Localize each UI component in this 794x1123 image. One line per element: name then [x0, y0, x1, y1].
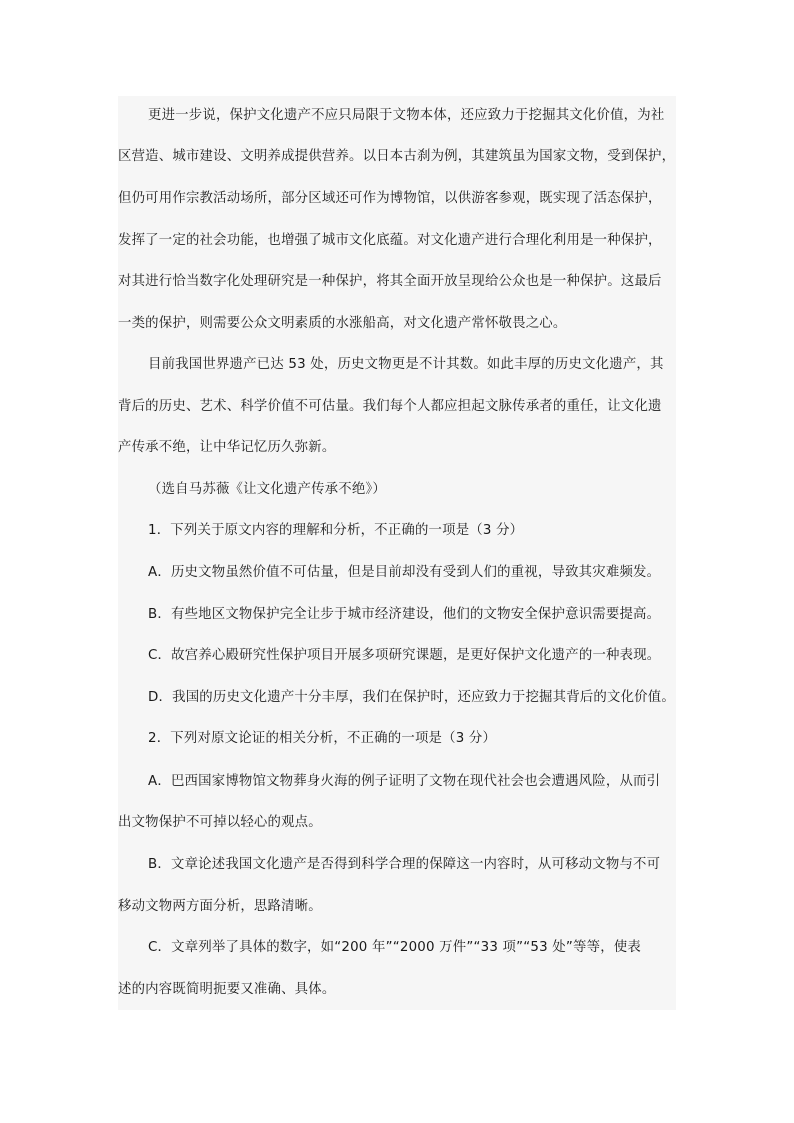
question-1-option-c: C．故宫养心殿研究性保护项目开展多项研究课题，是更好保护文化遗产的一种表现。	[148, 648, 661, 663]
paragraph-1-line-3: 但仍可用作宗教活动场所，部分区域还可作为博物馆，以供游客参观，既实现了活态保护，	[118, 191, 662, 206]
question-2-option-b-line-1: B．文章论述我国文化遗产是否得到科学合理的保障这一内容时，从可移动文物与不可	[148, 857, 661, 872]
question-1-option-b: B．有些地区文物保护完全让步于城市经济建设，他们的文物安全保护意识需要提高。	[148, 607, 661, 622]
paragraph-1-line-5: 对其进行恰当数字化处理研究是一种保护，将其全面开放呈现给公众也是一种保护。这最后	[118, 274, 662, 289]
paragraph-2-line-2: 背后的历史、艺术、科学价值不可估量。我们每个人都应担起文脉传承者的重任，让文化遗	[118, 399, 662, 414]
paragraph-1-line-6: 一类的保护，则需要公众文明素质的水涨船高，对文化遗产常怀敬畏之心。	[118, 316, 567, 331]
question-2-stem: 2．下列对原文论证的相关分析，不正确的一项是（3 分）	[148, 731, 497, 746]
paragraph-2-line-1: 目前我国世界遗产已达 53 处，历史文物更是不计其数。如此丰厚的历史文化遗产，其	[148, 357, 664, 372]
paragraph-2-line-3: 产传承不绝，让中华记忆历久弥新。	[118, 440, 336, 455]
document-page	[118, 96, 676, 1010]
question-1-stem: 1．下列关于原文内容的理解和分析，不正确的一项是（3 分）	[148, 523, 524, 538]
question-2-option-c-line-1: C．文章列举了具体的数字，如“200 年”“2000 万件”“33 项”“53 处”等等，使表	[148, 940, 641, 955]
question-2-option-c-line-2: 述的内容既简明扼要又准确、具体。	[118, 982, 336, 997]
source-citation: （选自马苏薇《让文化遗产传承不绝》）	[148, 482, 386, 497]
paragraph-1-line-1: 更进一步说，保护文化遗产不应只局限于文物本体，还应致力于挖掘其文化价值，为社	[148, 108, 665, 123]
paragraph-1-line-4: 发挥了一定的社会功能，也增强了城市文化底蕴。对文化遗产进行合理化利用是一种保护，	[118, 233, 662, 248]
question-2-option-a-line-1: A．巴西国家博物馆文物葬身火海的例子证明了文物在现代社会也会遭遇风险，从而引	[148, 774, 661, 789]
paragraph-1-line-2: 区营造、城市建设、文明养成提供营养。以日本古刹为例，其建筑虽为国家文物，受到保护，	[118, 149, 676, 164]
question-1-option-a: A．历史文物虽然价值不可估量，但是目前却没有受到人们的重视，导致其灾难频发。	[148, 565, 661, 580]
question-2-option-b-line-2: 移动文物两方面分析，思路清晰。	[118, 899, 322, 914]
question-1-option-d: D．我国的历史文化遗产十分丰厚，我们在保护时，还应致力于挖掘其背后的文化价值。	[148, 690, 675, 705]
question-2-option-a-line-2: 出文物保护不可掉以轻心的观点。	[118, 815, 322, 830]
